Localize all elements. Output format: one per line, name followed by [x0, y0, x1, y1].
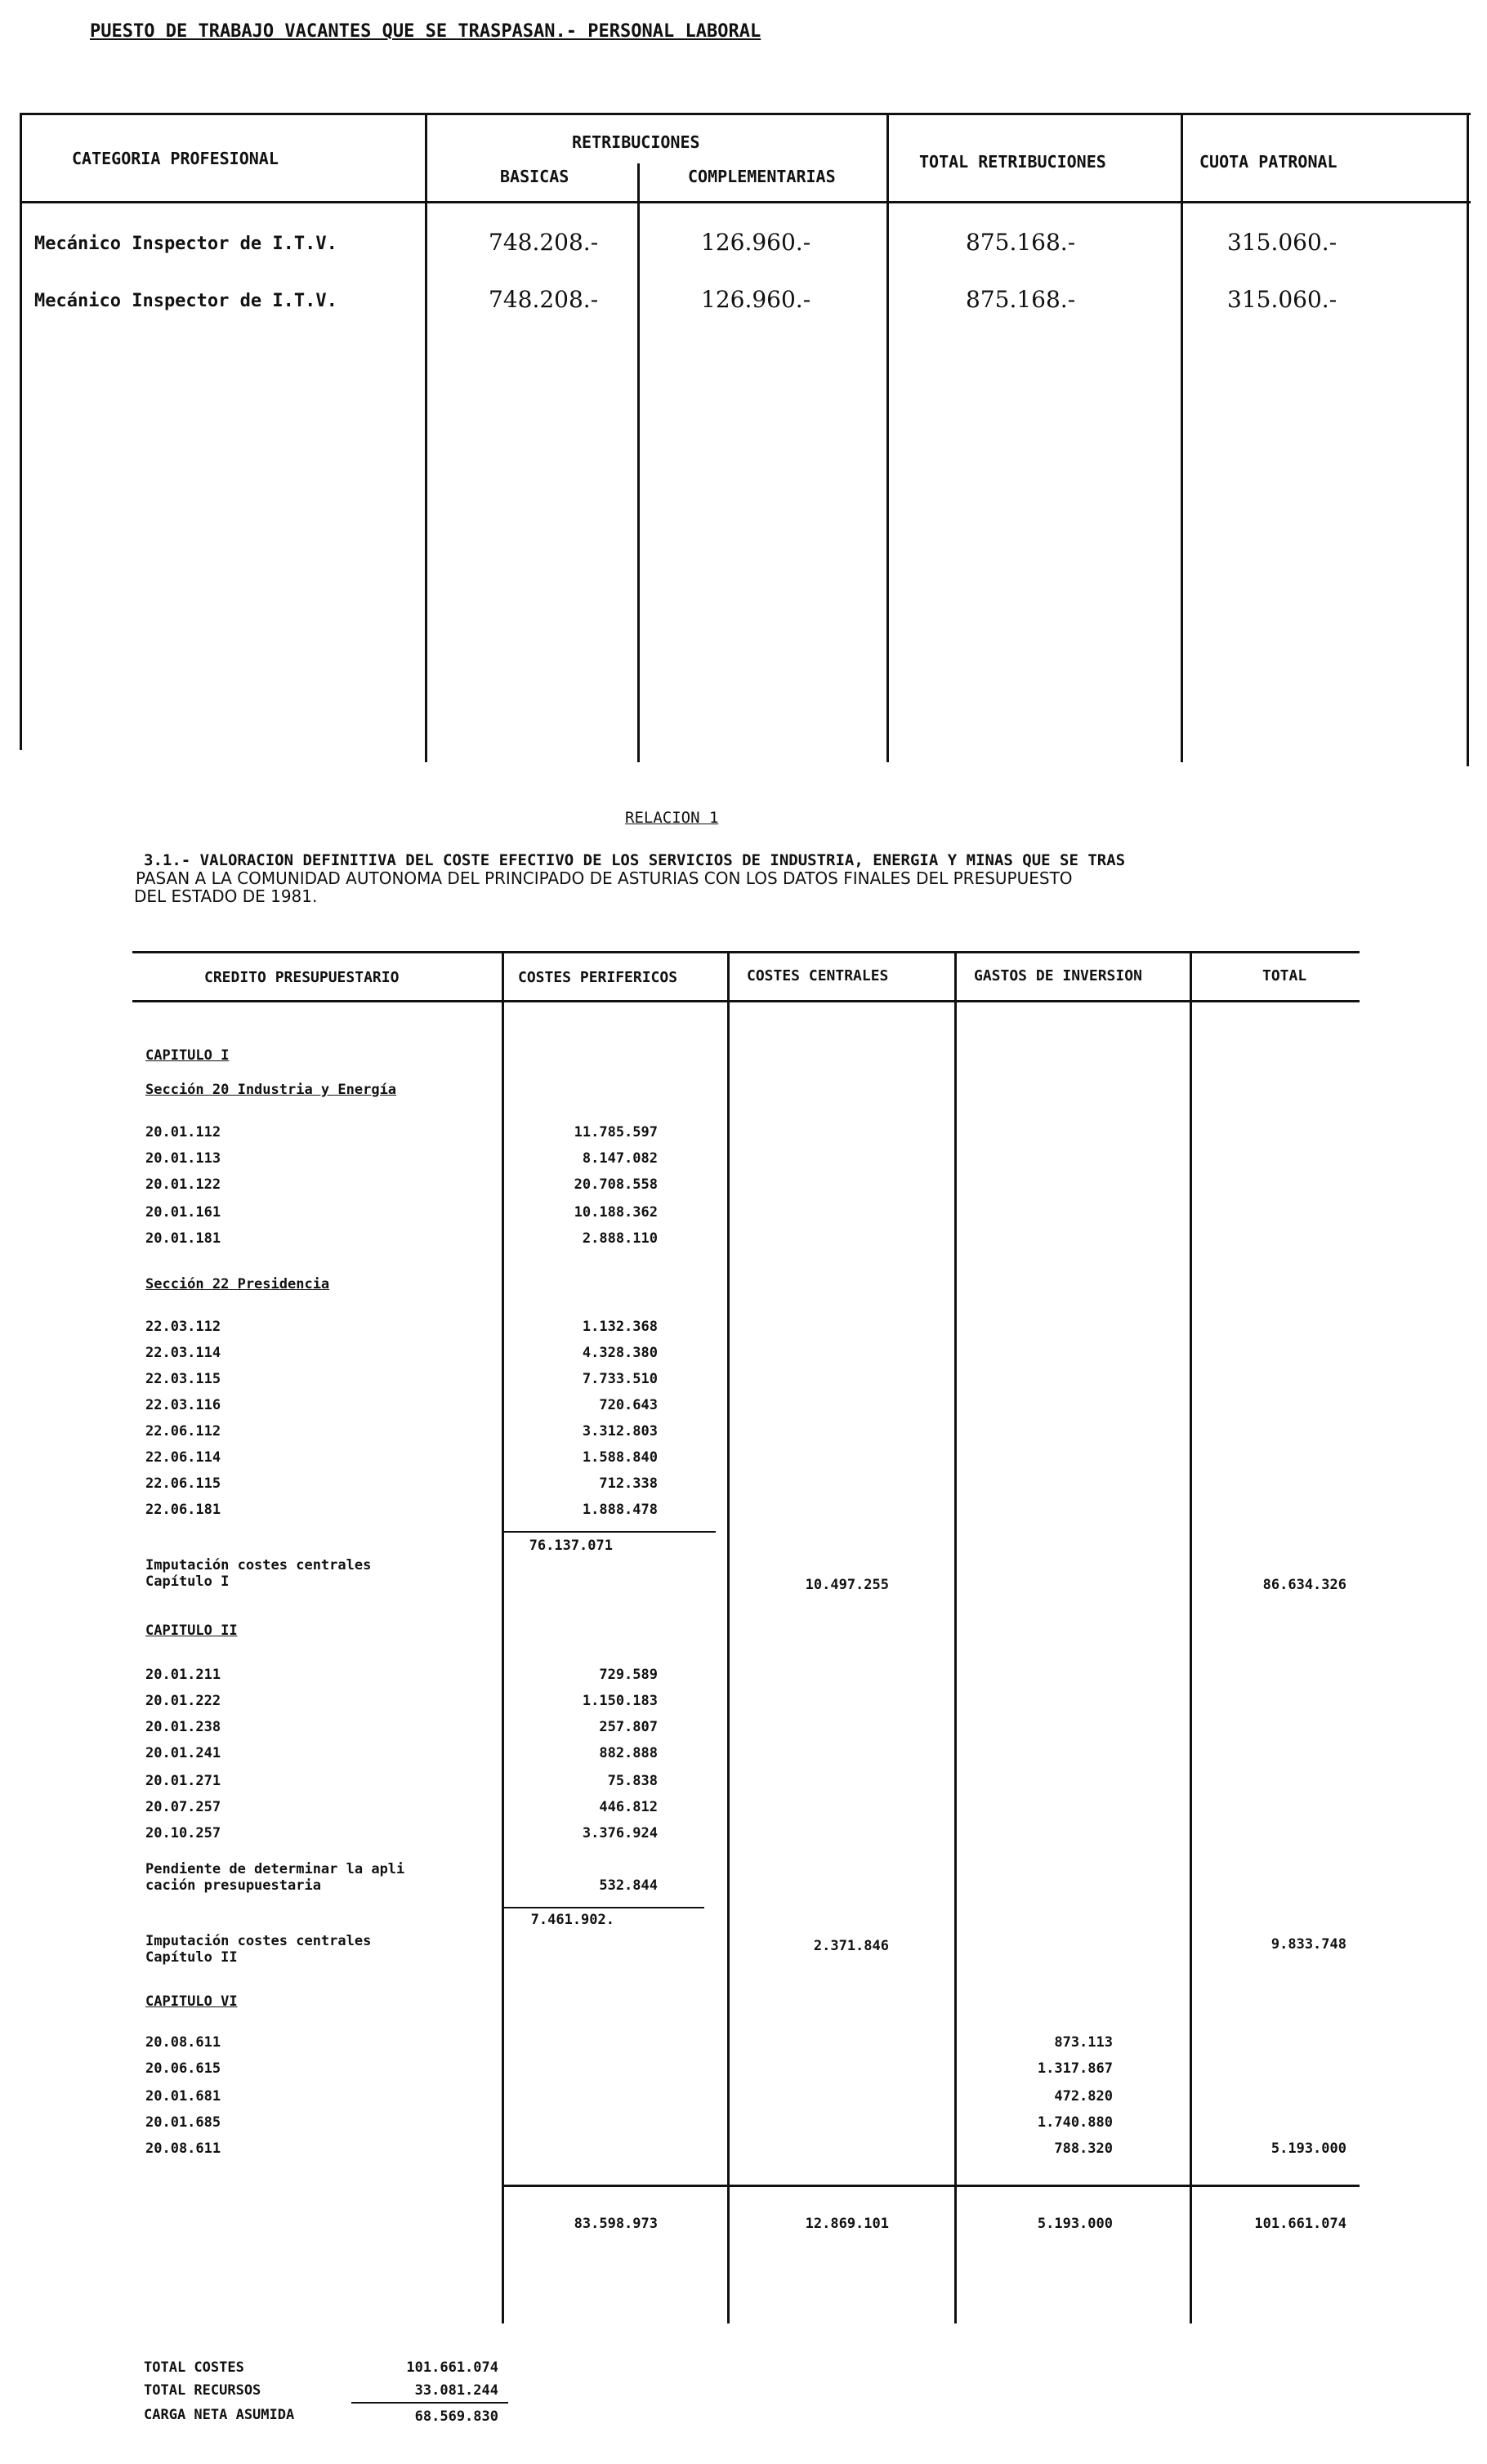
table2-perifericos-value: 1.588.840: [582, 1449, 658, 1466]
header-complementarias: COMPLEMENTARIAS: [688, 167, 836, 186]
table2-perifericos-value: 1.150.183: [582, 1693, 658, 1709]
summary-label: CARGA NETA ASUMIDA: [144, 2407, 295, 2423]
pendiente-label: Pendiente de determinar la apli: [145, 1861, 405, 1877]
table2-perifericos-value: 1.888.478: [582, 1502, 658, 1518]
table2-code: 22.03.116: [145, 1397, 221, 1413]
table2-perifericos-value: 729.589: [599, 1667, 658, 1683]
imputacion-total-value: 86.634.326: [1262, 1577, 1346, 1593]
table2-code: 20.08.611: [145, 2140, 221, 2157]
table1-row-categoria: Mecánico Inspector de I.T.V.: [34, 291, 337, 311]
table1-header-rule: [20, 201, 1471, 203]
imputacion-centrales-value: 10.497.255: [805, 1577, 889, 1593]
table2-code: 20.01.113: [145, 1150, 221, 1167]
table2-code: 20.01.238: [145, 1719, 221, 1735]
table1-right-rule: [1467, 113, 1469, 766]
table2-code: 22.06.114: [145, 1449, 221, 1466]
table1-left-rule: [20, 113, 22, 750]
imputacion-total-value: 9.833.748: [1270, 1936, 1346, 1953]
table1-col-rule: [1181, 113, 1183, 762]
intro-line: 3.1.- VALORACION DEFINITIVA DEL COSTE EFECTIVO DE LOS SERVICIOS DE INDUSTRIA, ENERGIA Y MINAS QUE SE TRAS: [144, 851, 1126, 869]
header-centrales: COSTES CENTRALES: [747, 967, 889, 984]
table2-perifericos-value: 11.785.597: [574, 1124, 658, 1140]
table2-code: 20.01.222: [145, 1693, 221, 1709]
table2-perifericos-value: 75.838: [607, 1773, 658, 1789]
header-total-retribuciones: TOTAL RETRIBUCIONES: [919, 152, 1106, 172]
table2-code: 20.01.211: [145, 1667, 221, 1683]
table1-row-cuota: 315.060.-: [1227, 286, 1337, 313]
table2-code: 20.01.241: [145, 1745, 221, 1761]
table2-inversion-value: 472.820: [1054, 2088, 1113, 2105]
table2-col-rule: [1190, 951, 1192, 2323]
table1-row-basicas: 748.208.-: [489, 229, 599, 256]
summary-value: 33.081.244: [414, 2382, 498, 2399]
summary-label: TOTAL COSTES: [144, 2359, 244, 2376]
table1-row-categoria: Mecánico Inspector de I.T.V.: [34, 234, 337, 254]
subtotal-rule: [502, 1907, 704, 1908]
table2-perifericos-value: 882.888: [599, 1745, 658, 1761]
intro-line: DEL ESTADO DE 1981.: [134, 886, 318, 906]
table1-top-rule: [20, 113, 1471, 115]
summary-value: 101.661.074: [406, 2359, 498, 2376]
table2-inversion-value: 1.740.880: [1037, 2114, 1113, 2131]
table2-perifericos-value: 2.888.110: [582, 1230, 658, 1247]
header-perifericos: COSTES PERIFERICOS: [518, 969, 678, 986]
summary-rule: [351, 2402, 508, 2404]
table1-col-rule: [637, 163, 640, 762]
imputacion-label: Capítulo I: [145, 1573, 230, 1590]
imputacion-label: Imputación costes centrales: [145, 1557, 372, 1573]
table1-row-cuota: 315.060.-: [1227, 229, 1337, 256]
table2-code: 22.06.181: [145, 1502, 221, 1518]
table2-code: 22.03.114: [145, 1345, 221, 1361]
total-general: 101.661.074: [1254, 2216, 1346, 2232]
table2-col-rule: [727, 951, 730, 2323]
table2-code: 20.01.112: [145, 1124, 221, 1140]
cap1-subtotal: 76.137.071: [529, 1538, 613, 1554]
table2-perifericos-value: 1.132.368: [582, 1319, 658, 1335]
table2-top-rule: [132, 951, 1360, 953]
table2-code: 20.01.681: [145, 2088, 221, 2105]
table2-code: 20.06.615: [145, 2060, 221, 2077]
page1-title: PUESTO DE TRABAJO VACANTES QUE SE TRASPASAN.- PERSONAL LABORAL: [90, 21, 761, 42]
table2-code: 20.07.257: [145, 1799, 221, 1815]
header-retribuciones: RETRIBUCIONES: [572, 132, 700, 152]
table1-col-rule: [425, 113, 427, 762]
table2-perifericos-value: 4.328.380: [582, 1345, 658, 1361]
table2-perifericos-value: 712.338: [599, 1475, 658, 1492]
table1-row-complementarias: 126.960.-: [701, 286, 811, 313]
cap6-total-value: 5.193.000: [1270, 2140, 1346, 2157]
section-capitulo-i: CAPITULO I: [145, 1047, 230, 1064]
table1-row-total: 875.168.-: [966, 229, 1076, 256]
table2-code: 22.03.112: [145, 1319, 221, 1335]
table2-code: 22.06.115: [145, 1475, 221, 1492]
relacion-heading: RELACION 1: [625, 809, 719, 827]
table2-code: 20.01.122: [145, 1176, 221, 1193]
section-seccion-20: Sección 20 Industria y Energía: [145, 1082, 397, 1098]
total-perifericos: 83.598.973: [574, 2216, 658, 2232]
pendiente-label: cación presupuestaria: [145, 1877, 321, 1894]
table2-code: 20.01.161: [145, 1204, 221, 1221]
header-total: TOTAL: [1262, 967, 1307, 984]
pendiente-value: 532.844: [599, 1877, 658, 1894]
cap2-subtotal: 7.461.902.: [530, 1912, 614, 1928]
imputacion-label: Imputación costes centrales: [145, 1933, 372, 1949]
summary-value: 68.569.830: [414, 2408, 498, 2425]
table2-header-rule: [132, 1000, 1360, 1002]
table2-code: 20.01.181: [145, 1230, 221, 1247]
table2-perifericos-value: 3.312.803: [582, 1423, 658, 1440]
imputacion-label: Capítulo II: [145, 1949, 238, 1966]
imputacion-centrales-value: 2.371.846: [813, 1938, 889, 1954]
header-categoria: CATEGORIA PROFESIONAL: [72, 149, 279, 168]
subtotal-rule: [502, 1531, 716, 1533]
total-centrales: 12.869.101: [805, 2216, 889, 2232]
table2-perifericos-value: 20.708.558: [574, 1176, 658, 1193]
table2-perifericos-value: 8.147.082: [582, 1150, 658, 1167]
table2-perifericos-value: 446.812: [599, 1799, 658, 1815]
table2-code: 20.10.257: [145, 1825, 221, 1841]
table2-inversion-value: 873.113: [1054, 2034, 1113, 2051]
table2-perifericos-value: 720.643: [599, 1397, 658, 1413]
table2-code: 20.01.271: [145, 1773, 221, 1789]
header-inversion: GASTOS DE INVERSION: [974, 967, 1142, 984]
table2-code: 22.03.115: [145, 1371, 221, 1387]
totals-rule: [502, 2185, 1360, 2187]
header-cuota-patronal: CUOTA PATRONAL: [1199, 152, 1337, 172]
table2-inversion-value: 1.317.867: [1037, 2060, 1113, 2077]
table1-row-total: 875.168.-: [966, 286, 1076, 313]
table2-perifericos-value: 3.376.924: [582, 1825, 658, 1841]
section-capitulo-vi: CAPITULO VI: [145, 1993, 238, 2010]
intro-line: PASAN A LA COMUNIDAD AUTONOMA DEL PRINCIPADO DE ASTURIAS CON LOS DATOS FINALES DEL PRESUPUESTO: [136, 868, 1073, 888]
header-basicas: BASICAS: [500, 167, 569, 186]
section-seccion-22: Sección 22 Presidencia: [145, 1276, 330, 1292]
table2-perifericos-value: 7.733.510: [582, 1371, 658, 1387]
table2-inversion-value: 788.320: [1054, 2140, 1113, 2157]
table1-row-basicas: 748.208.-: [489, 286, 599, 313]
table1-col-rule: [886, 113, 889, 762]
summary-label: TOTAL RECURSOS: [144, 2382, 261, 2399]
table2-code: 20.08.611: [145, 2034, 221, 2051]
table2-code: 20.01.685: [145, 2114, 221, 2131]
table2-perifericos-value: 10.188.362: [574, 1204, 658, 1221]
table1-row-complementarias: 126.960.-: [701, 229, 811, 256]
header-credito: CREDITO PRESUPUESTARIO: [204, 969, 400, 986]
section-capitulo-ii: CAPITULO II: [145, 1623, 238, 1639]
total-inversion: 5.193.000: [1037, 2216, 1113, 2232]
table2-perifericos-value: 257.807: [599, 1719, 658, 1735]
table2-code: 22.06.112: [145, 1423, 221, 1440]
